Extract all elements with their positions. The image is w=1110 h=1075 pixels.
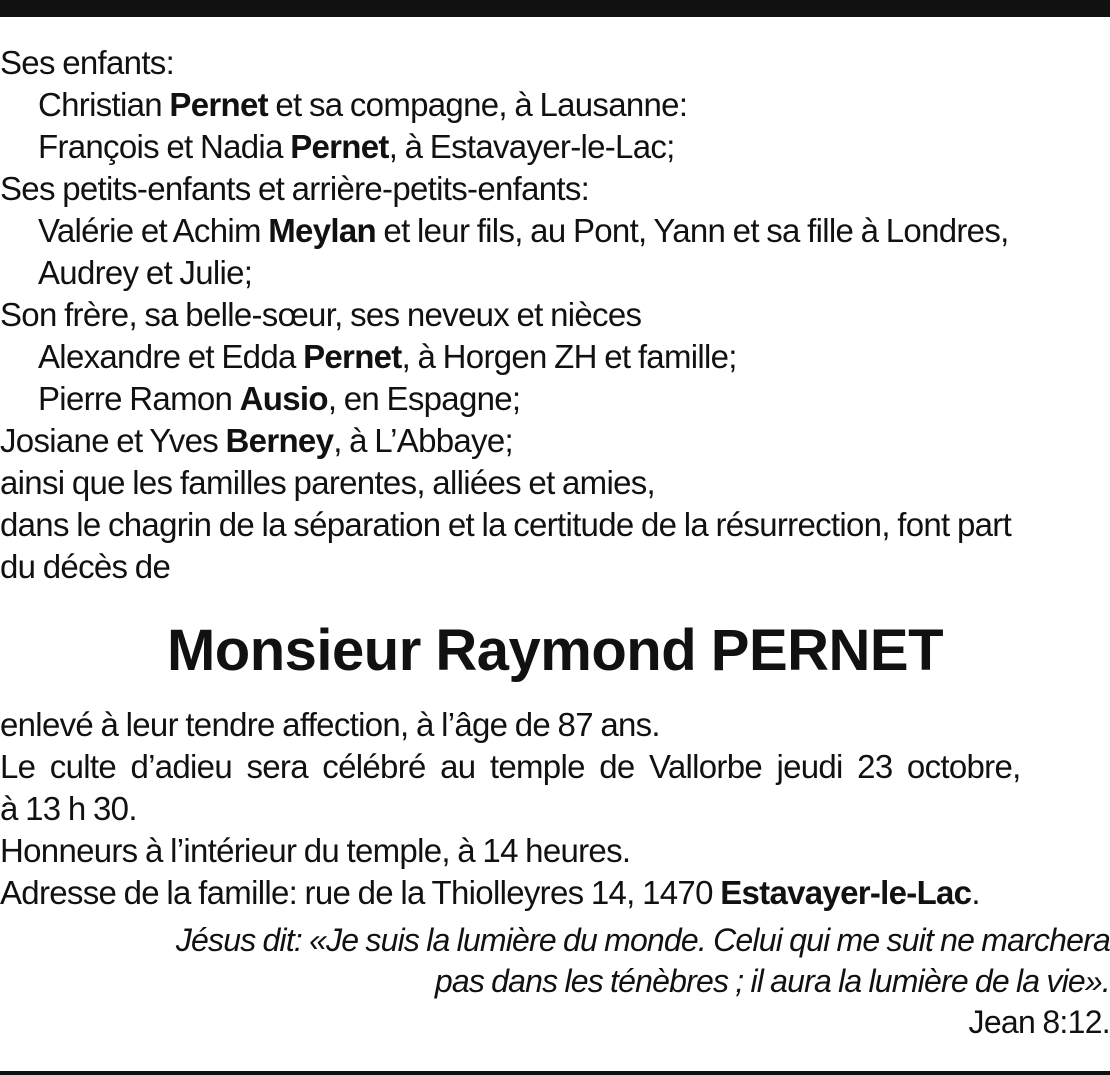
deceased-name: Monsieur Raymond PERNET — [166, 618, 944, 683]
address-town: Estavayer-le-Lac — [720, 874, 972, 911]
child-line-2: François et Nadia Pernet, à Estavayer-le-Lac; — [38, 128, 675, 165]
verse-line-1: Jésus dit: «Je suis la lumière du monde. Celui qui me suit ne marchera — [175, 922, 1110, 958]
others-line-3: dans le chagrin de la séparation et la certitude de la résurrection, font part — [0, 506, 1012, 543]
obituary-text — [0, 42, 1110, 1043]
details-line-1: enlevé à leur tendre affection, à l’âge de 87 ans. — [0, 706, 660, 743]
others-line-4: du décès de — [0, 548, 171, 585]
details-line-3: à 13 h 30. — [0, 790, 137, 827]
family-name: Berney — [225, 422, 334, 459]
others-line-1: Josiane et Yves Berney, à L’Abbaye; — [0, 422, 513, 459]
bottom-rule — [0, 1071, 1110, 1075]
family-name: Pernet — [303, 338, 402, 375]
details-line-4: Honneurs à l’intérieur du temple, à 14 heures. — [0, 832, 631, 869]
grandchildren-heading: Ses petits-enfants et arrière-petits-enfants: — [0, 170, 590, 207]
others-line-2: ainsi que les familles parentes, alliées et amies, — [0, 464, 656, 501]
sibling-line-1: Alexandre et Edda Pernet, à Horgen ZH et famille; — [38, 338, 737, 375]
bible-verse — [0, 920, 1110, 1002]
verse-line-2: pas dans les ténèbres ; il aura la lumière de la vie». — [434, 963, 1110, 999]
grandchild-line-1: Valérie et Achim Meylan et leur fils, au Pont, Yann et sa fille à Londres, — [38, 212, 1009, 249]
child-line-1: Christian Pernet et sa compagne, à Lausanne: — [38, 86, 688, 123]
family-name: Meylan — [268, 212, 376, 249]
details-line-2: Le culte d’adieu sera célébré au temple de Vallorbe jeudi 23 octobre, — [0, 748, 1021, 785]
family-address: Adresse de la famille: rue de la Thiolleyres 14, 1470 Estavayer-le-Lac. — [0, 874, 980, 911]
family-name: Ausio — [239, 380, 328, 417]
family-name: Pernet — [169, 86, 268, 123]
children-heading: Ses enfants: — [0, 44, 175, 81]
sibling-line-2: Pierre Ramon Ausio, en Espagne; — [38, 380, 521, 417]
verse-reference: Jean 8:12. — [968, 1004, 1110, 1040]
siblings-heading: Son frère, sa belle-sœur, ses neveux et nièces — [0, 296, 642, 333]
grandchild-line-2: Audrey et Julie; — [38, 254, 253, 291]
family-name: Pernet — [290, 128, 389, 165]
top-rule — [0, 0, 1110, 17]
